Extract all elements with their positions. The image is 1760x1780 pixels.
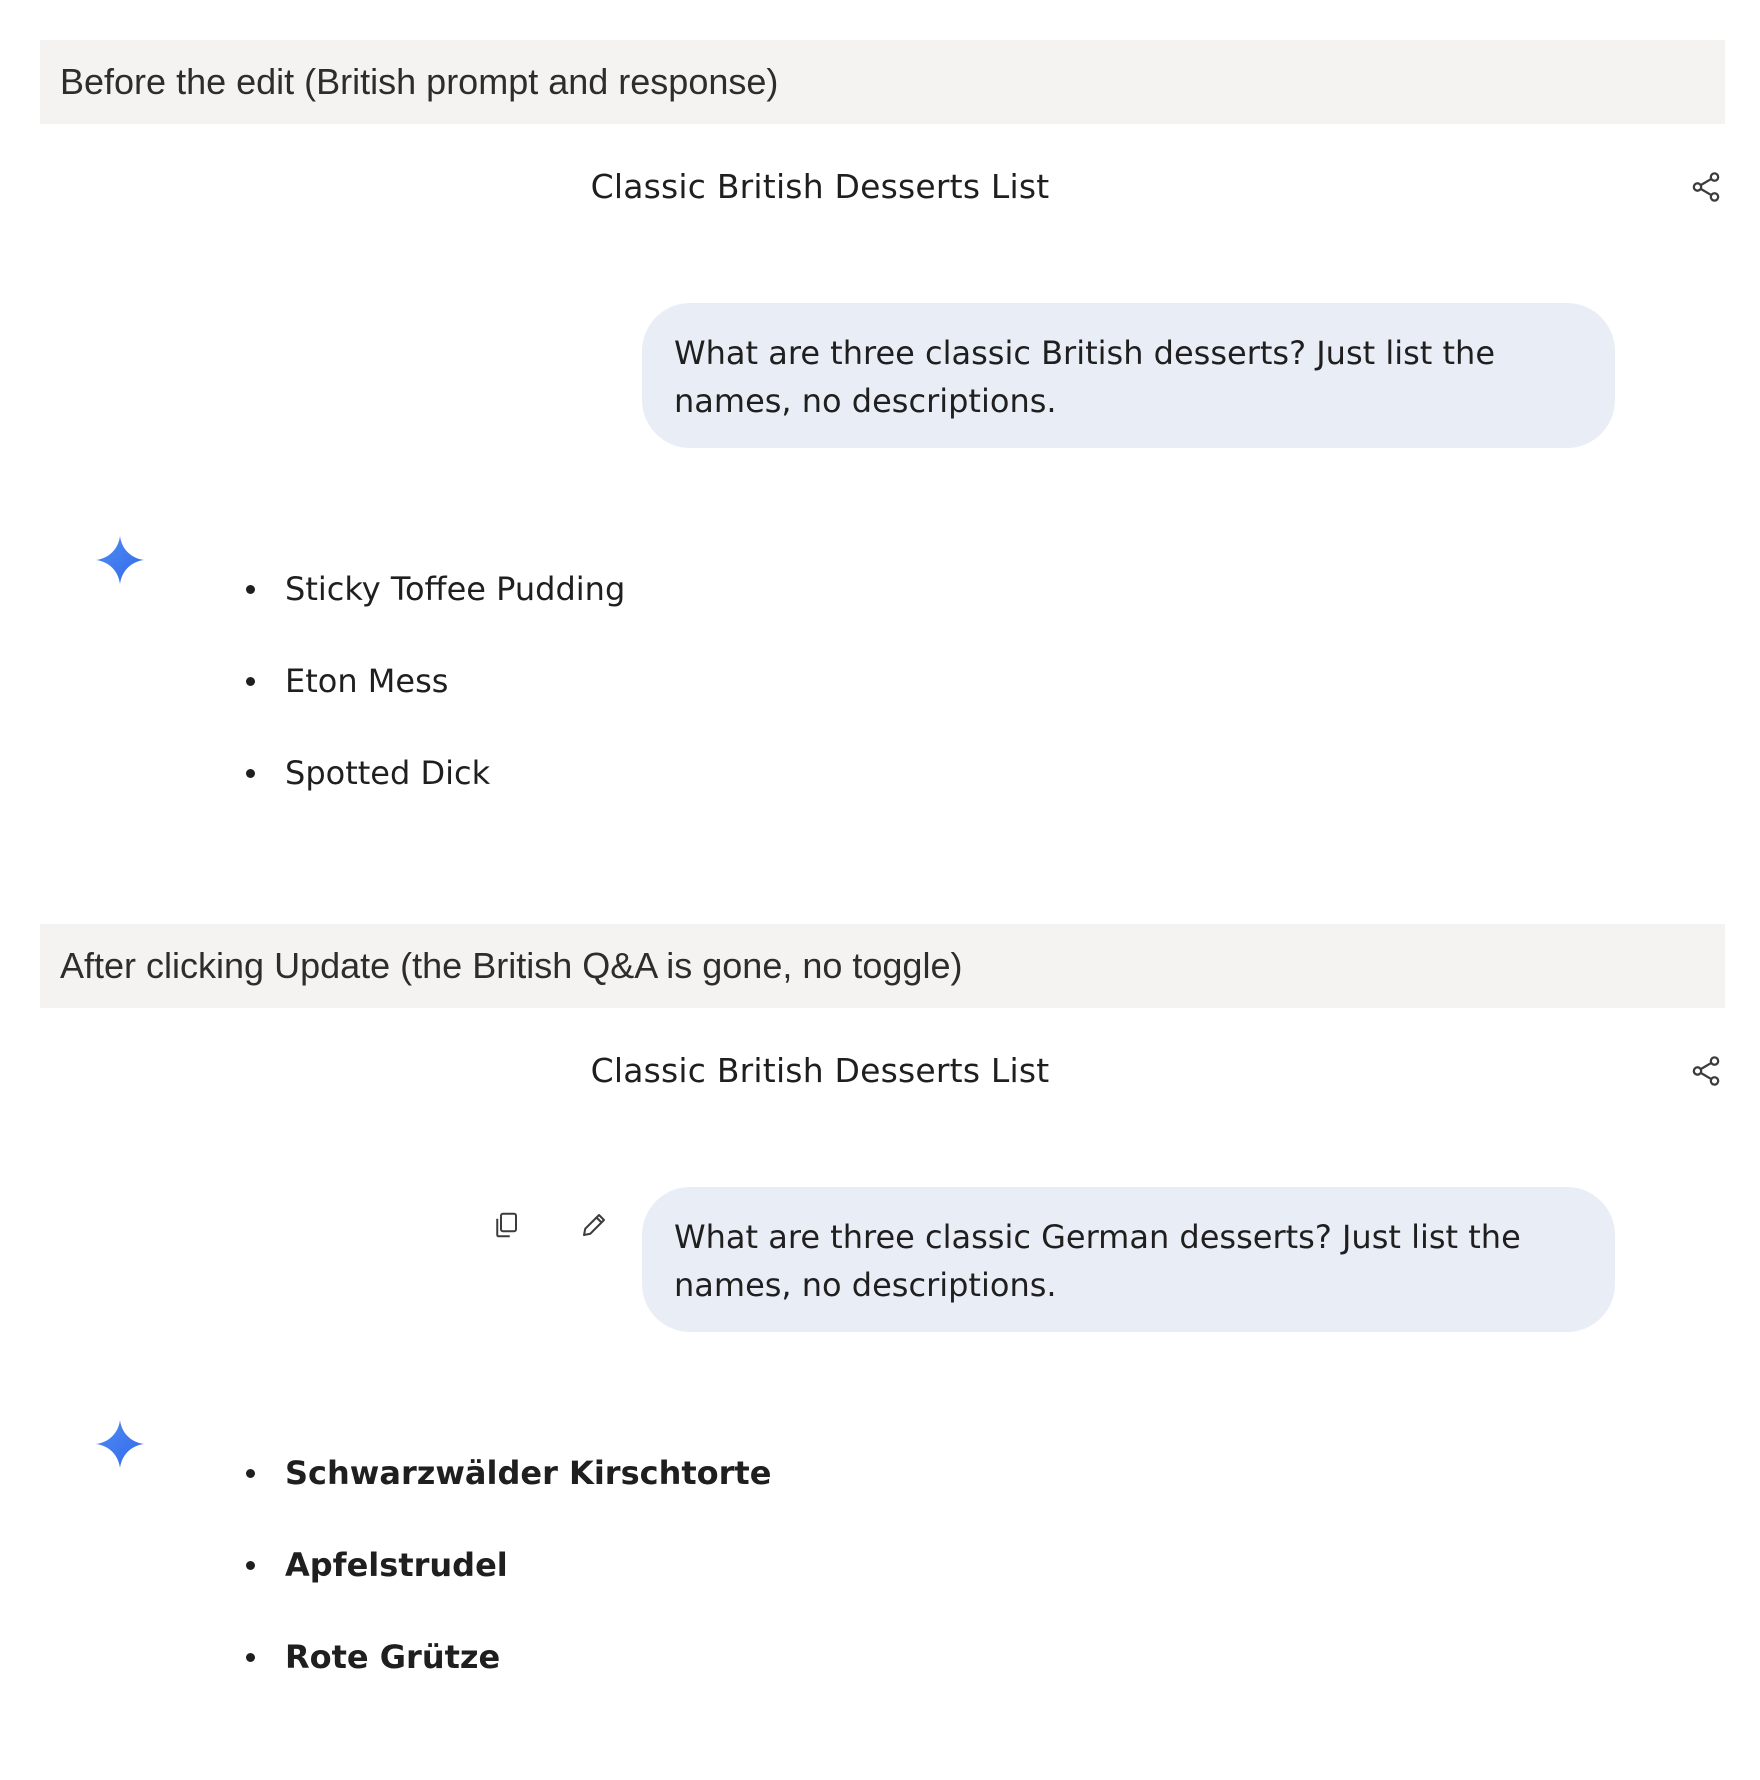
gemini-spark-icon bbox=[96, 1420, 144, 1468]
list-item: Rote Grütze bbox=[240, 1637, 771, 1729]
list-item: Schwarzwälder Kirschtorte bbox=[240, 1453, 771, 1545]
assistant-response-list bbox=[240, 1453, 771, 1729]
before-caption: Before the edit (British prompt and response) bbox=[40, 40, 1725, 124]
share-icon bbox=[1689, 1054, 1723, 1088]
list-item: Eton Mess bbox=[240, 661, 625, 753]
user-prompt-bubble: What are three classic German desserts? Just list the names, no descriptions. bbox=[642, 1187, 1615, 1332]
assistant-response-list bbox=[240, 569, 625, 845]
list-item: Spotted Dick bbox=[240, 753, 625, 845]
edit-prompt-button[interactable] bbox=[572, 1203, 616, 1247]
chat-title: Classic British Desserts List bbox=[590, 167, 1050, 206]
list-item: Sticky Toffee Pudding bbox=[240, 569, 625, 661]
share-button[interactable] bbox=[1685, 166, 1727, 208]
pencil-icon bbox=[579, 1210, 609, 1240]
share-icon bbox=[1689, 170, 1723, 204]
copy-prompt-button[interactable] bbox=[484, 1203, 528, 1247]
share-button[interactable] bbox=[1685, 1050, 1727, 1092]
list-item: Apfelstrudel bbox=[240, 1545, 771, 1637]
copy-icon bbox=[491, 1210, 521, 1240]
gemini-spark-icon bbox=[96, 536, 144, 584]
after-caption: After clicking Update (the British Q&A is gone, no toggle) bbox=[40, 924, 1725, 1008]
user-prompt-bubble: What are three classic British desserts? Just list the names, no descriptions. bbox=[642, 303, 1615, 448]
chat-title: Classic British Desserts List bbox=[590, 1051, 1050, 1090]
